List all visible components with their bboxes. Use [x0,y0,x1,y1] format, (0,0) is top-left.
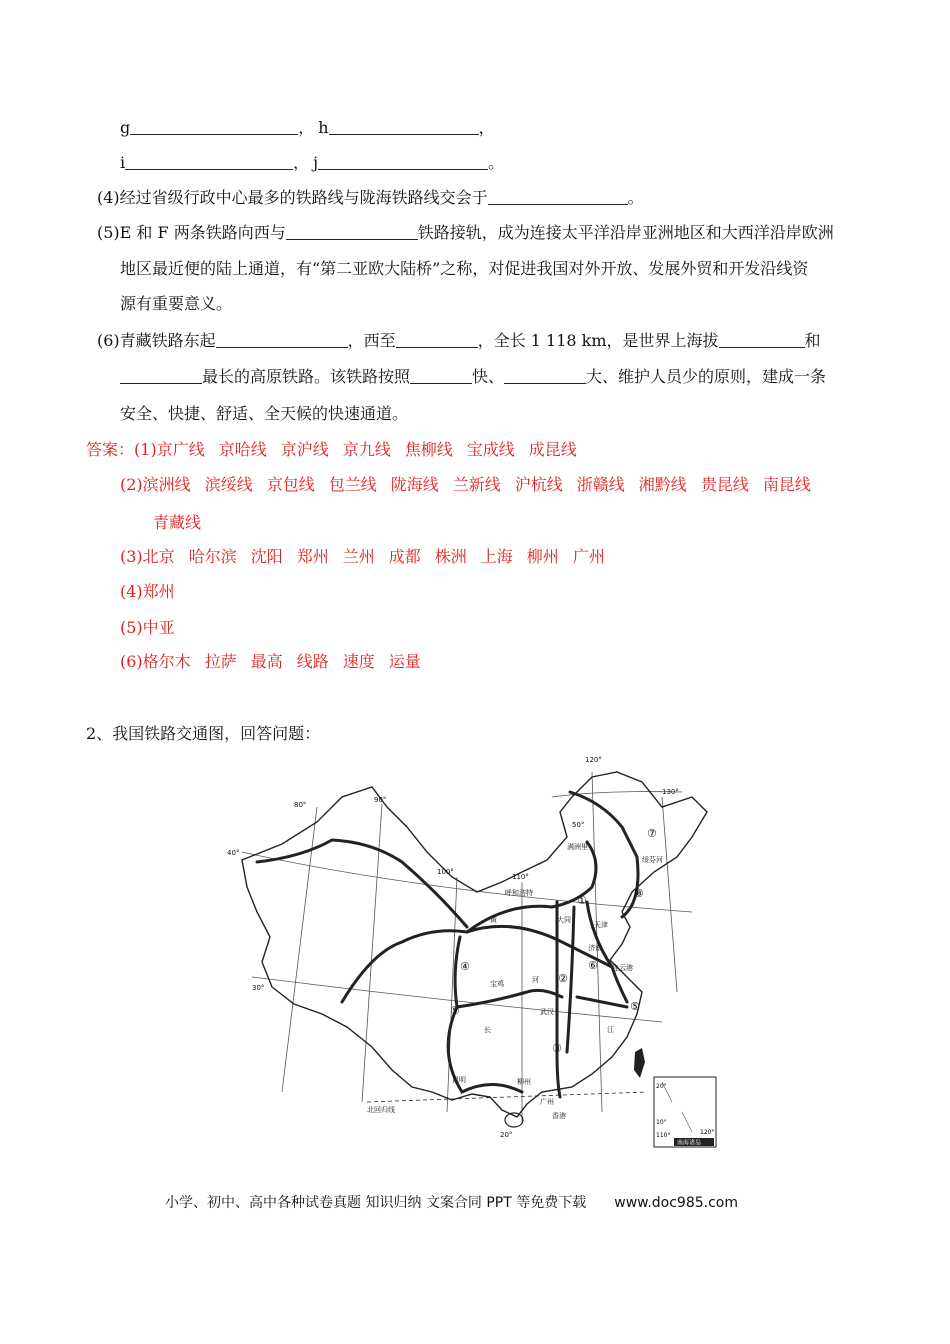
svg-text:⑤: ⑤ [630,1000,640,1013]
blank[interactable] [719,332,805,348]
city-label: 柳州 [517,1078,531,1086]
lat-label: 40° [227,849,240,857]
river-label: 黄 [490,916,497,924]
blank[interactable] [286,224,418,240]
lon-label: 80° [294,801,307,809]
lon-label: 100° [437,868,454,876]
city-label: 呼和浩特 [505,889,533,897]
blank[interactable] [396,332,478,348]
blank[interactable] [504,368,586,384]
lon-label: 110° [512,873,529,881]
lon-label: 90° [374,796,387,804]
answer-1: 答案：(1)京广线 京哈线 京沪线 京九线 焦柳线 宝成线 成昆线 [86,440,577,459]
svg-text:②: ② [558,972,568,985]
question-6-line3: 安全、快捷、舒适、全天候的快速通道。 [120,404,409,423]
city-label: 广州 [540,1098,554,1106]
lat-label: 50° [572,821,585,829]
blank[interactable] [318,154,488,170]
blank[interactable] [410,368,472,384]
blank[interactable] [125,154,293,170]
answer-2-wrap: 青藏线 [153,513,202,532]
svg-text:⑦: ⑦ [647,827,657,840]
svg-text:③: ③ [552,1042,562,1055]
blank[interactable] [216,332,348,348]
answer-4: (4)郑州 [120,582,175,601]
inset-label: 20° [656,1083,667,1090]
inset-label: 120° [700,1129,715,1136]
question-6-line2: 最长的高原铁路。该铁路按照 快、 大、维护人员少的原则，建成一条 [120,367,826,387]
blank[interactable] [130,119,298,135]
footer-url[interactable]: www.doc985.com [614,1195,738,1211]
blank-line-g: g ， h ， [120,118,495,137]
taiwan-island [634,1048,645,1078]
question-6: (6)青藏铁路东起 ，西至 ，全长 1 118 km，是世界上海拔 和 [97,331,821,350]
river-label: 江 [607,1026,614,1034]
blank[interactable] [488,189,628,205]
railway-lines [257,792,638,1097]
blank[interactable] [329,119,479,135]
blank[interactable] [120,368,202,384]
inset-label: 10° [656,1119,667,1126]
blank-line-i: i ， j 。 [120,153,505,172]
answer-3: (3)北京 哈尔滨 沈阳 郑州 兰州 成都 株洲 上海 柳州 广州 [120,547,605,566]
river-label: 长 [484,1026,491,1034]
lat-label: 20° [500,1131,513,1139]
city-label: 济南 [588,944,602,952]
question-5-line2: 地区最近便的陆上通道，有“第二亚欧大陆桥”之称，对促进我国对外开放、发展外贸和开发沿线资 [120,259,809,278]
city-label: 香港 [552,1112,566,1120]
city-label: 天津 [594,921,608,929]
tropic-line [367,1092,647,1102]
question-5: (5)E 和 F 两条铁路向西与 铁路接轨，成为连接太平洋沿岸亚洲地区和大西洋沿岸欧洲 [97,223,834,242]
answer-2: (2)滨洲线 滨绥线 京包线 包兰线 陇海线 兰新线 沪杭线 浙赣线 湘黔线 贵昆线 南昆线 [120,475,811,494]
page-footer [165,1192,738,1212]
question-2-title: 2、我国铁路交通图，回答问题： [86,724,321,743]
city-label: 昆明 [452,1076,466,1084]
question-4: (4)经过省级行政中心最多的铁路线与陇海铁路线交会于 。 [97,188,644,207]
city-label: 绥芬河 [642,856,663,864]
svg-text:⑧: ⑧ [634,887,644,900]
lon-label: 130° [662,788,679,796]
footer-text: 小学、初中、高中各种试卷真题 知识归纳 文案合同 PPT 等免费下载 [165,1195,587,1211]
answer-6: (6)格尔木 拉萨 最高 线路 速度 运量 [120,652,421,671]
river-label: 河 [532,976,539,984]
city-label: 连云港 [612,964,633,972]
lon-label: 120° [585,756,602,764]
south-china-sea-inset [654,1077,716,1147]
graticule [242,772,692,1122]
question-5-line3: 源有重要意义。 [120,294,233,313]
svg-text:⑨: ⑨ [450,1004,460,1017]
svg-text:①: ① [577,894,587,907]
circled-numbers [450,827,657,1055]
city-label: 武汉 [540,1008,554,1016]
svg-text:④: ④ [460,960,470,973]
inset-label: 110° [656,1132,671,1139]
city-label: 满洲里 [567,843,588,851]
city-label: 宝鸡 [490,980,504,988]
answer-5: (5)中亚 [120,618,175,637]
tropic-label: 北回归线 [367,1106,395,1114]
inset-title: 南海诸岛 [677,1139,702,1147]
china-railway-map [222,752,722,1152]
svg-text:⑥: ⑥ [588,959,598,972]
lat-label: 30° [252,984,265,992]
city-label: 大同 [557,916,571,924]
